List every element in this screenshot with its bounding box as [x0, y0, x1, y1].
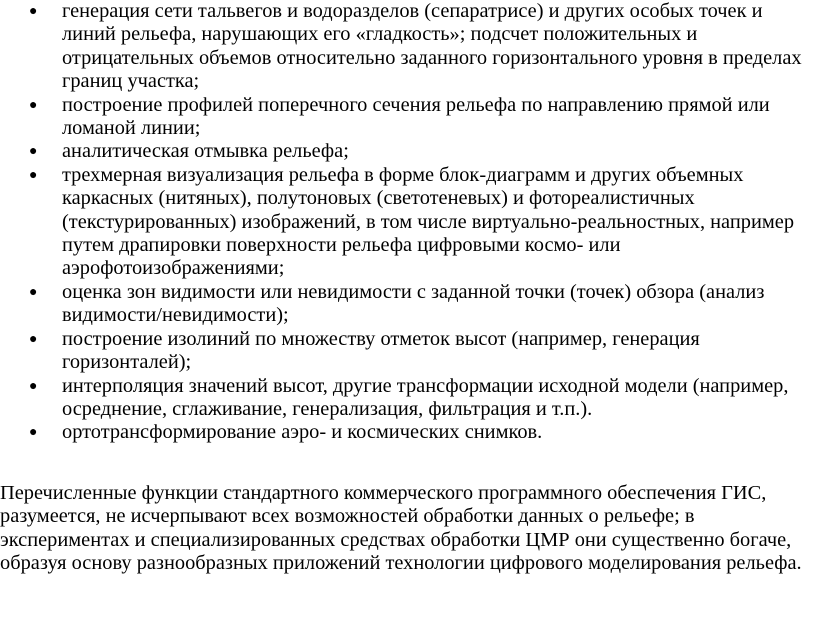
bullet-icon: ● — [29, 425, 38, 441]
list-item — [0, 0, 816, 94]
list-item-text: построение профилей поперечного сечения рельефа по направлению прямой или ломаной линии; — [62, 93, 770, 140]
bullet-icon: ● — [29, 331, 38, 347]
list-item-text: оценка зон видимости или невидимости с заданной точки (точек) обзора (анализ видимости/невидимости); — [62, 280, 765, 327]
list-item — [0, 164, 816, 281]
list-item — [0, 421, 816, 444]
bullet-icon: ● — [29, 378, 38, 394]
bullet-icon: ● — [29, 144, 38, 160]
list-item-text: аналитическая отмывка рельефа; — [62, 140, 349, 163]
list-item-text: трехмерная визуализация рельефа в форме блок-диаграмм и других объемных каркасных (нитяных), полутоновых (светотеневых) и фотореалистичных (текстурированных) изображений, в том числе виртуально-реальностных, например путем драпировки поверхности рельефа цифровыми космо- или аэрофотоизображениями; — [62, 163, 795, 280]
list-item — [0, 140, 816, 163]
list-item — [0, 281, 816, 328]
bullet-icon: ● — [29, 97, 38, 113]
list-item-text: построение изолиний по множеству отметок высот (например, генерация горизонталей); — [62, 327, 700, 374]
bullet-icon: ● — [29, 4, 38, 19]
bullet-icon: ● — [29, 284, 38, 300]
list-item — [0, 375, 816, 422]
summary-paragraph: Перечисленные функции стандартного коммерческого программного обеспечения ГИС, разумеется, не исчерпывают всех возможностей обработки данных о рельефе; в экспериментах и специализированных средствах обработки ЦМР они существенно богаче, образуя основу разнообразных приложений технологии цифрового моделирования рельефа. — [0, 482, 802, 575]
list-item-text: генерация сети тальвегов и водоразделов (сепаратрисе) и других особых точек и линий рельефа, нарушающих его «гладкость»; подсчет положительных и отрицательных объемов относительно заданного горизонтального уровня в пределах границ участка; — [62, 0, 802, 93]
bullet-icon: ● — [29, 167, 38, 183]
list-item — [0, 94, 816, 141]
list-item-text: ортотрансформирование аэро- и космических снимков. — [62, 421, 543, 444]
list-item — [0, 328, 816, 375]
list-item-text: интерполяция значений высот, другие трансформации исходной модели (например, осреднение, сглаживание, генерализация, фильтрация и т.п.). — [62, 374, 789, 420]
